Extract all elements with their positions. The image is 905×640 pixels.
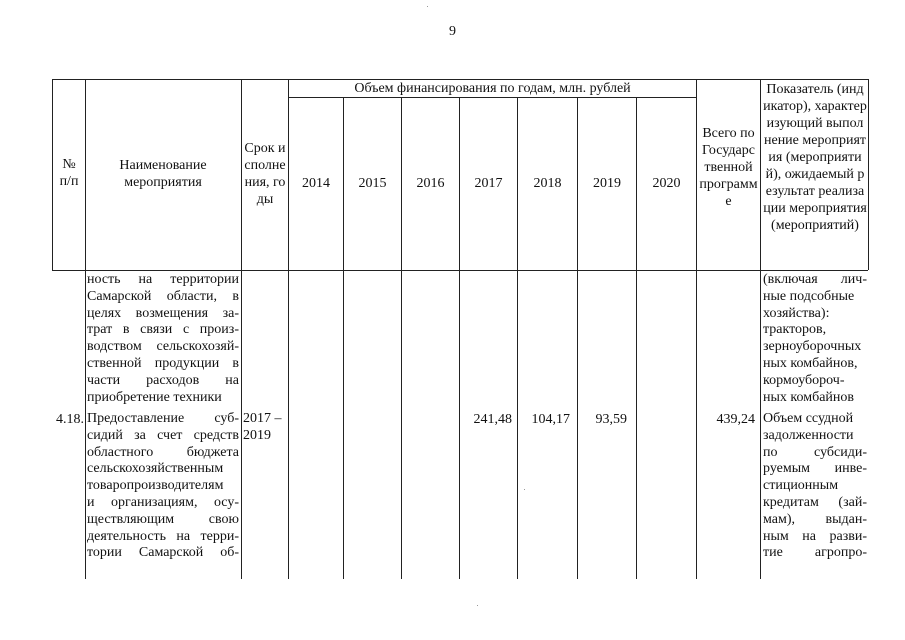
rule-header-bottom [52,270,868,271]
scan-speck [477,605,478,606]
scan-speck [524,489,525,490]
row-4-18-value-2017: 241,48 [473,412,512,427]
text-line: руемым инве- [763,461,867,477]
text-line: Предоставление суб- [87,411,239,426]
rule-total-indicator [760,79,761,579]
text-line: по субсиди- [763,444,867,460]
rule-no-name [85,79,86,579]
text-line: товаропроизводителям [87,478,224,494]
row-4-18-value-2018: 104,17 [531,412,570,427]
page-number: 9 [449,24,456,39]
text-line: мам), выдан- [763,511,867,527]
text-line: областного бюджета [87,444,239,460]
text-line: Объем ссудной [763,411,854,426]
header-year-2015: 2015 [358,176,387,191]
header-year-2020: 2020 [652,176,681,191]
header-year-2016: 2016 [416,176,445,191]
text-line: ственной продукции в [87,355,239,371]
header-financing-title: Объем финансирования по годам, млн. рублей [354,81,631,96]
text-line: ность на территории [87,272,239,287]
text-line: целях возмещения за- [87,305,239,321]
rule-left [52,79,53,270]
header-year-2017: 2017 [474,176,503,191]
text-line: Самарской области, в [87,288,239,304]
rule-financing-title [288,97,696,98]
text-line: части расходов на [87,372,239,388]
header-col-indicator: Показатель (индикатор), характеризующий выполнение мероприятия (мероприятий), ожидаемый результат реализации мероприятия (мероприятий) [763,82,867,233]
row-4-18-number: 4.18. [56,412,84,427]
row-4-18-indicator [763,411,867,562]
text-line: ных комбайнов, [763,355,858,371]
rule-2019-2020 [636,97,637,579]
rule-2016-2017 [459,97,460,579]
text-line: (включая лич- [763,272,867,287]
text-line: тории Самарской об- [87,545,239,561]
text-line: ществляющим свою [87,511,239,527]
text-line: ным на разви- [763,528,867,544]
text-line: и организациям, осу- [87,494,239,510]
header-col-total: Всего по Государственной программе [699,126,758,209]
text-line: сельскохозяйственным [87,461,224,477]
text-line: ных комбайнов [763,389,855,405]
rule-term-2014 [288,79,289,579]
rule-2018-2019 [577,97,578,579]
text-line: задолженности [763,427,854,443]
text-line: трат в связи с произ- [87,322,239,338]
row-4-18-value-2019: 93,59 [595,412,627,427]
header-year-2018: 2018 [533,176,562,191]
row-4-18-name [87,411,239,562]
rule-2020-total [696,79,697,579]
rule-2014-2015 [343,97,344,579]
rule-2015-2016 [401,97,402,579]
text-line: деятельность на терри- [87,528,239,544]
row-4-18-term [243,411,287,445]
text-line: стиционным [763,478,839,494]
text-line: кредитам (зай- [763,494,867,510]
text-line: ные подсобные [763,288,855,304]
text-line: водством сельскохозяй- [87,339,239,355]
header-year-2019: 2019 [593,176,621,191]
header-year-2014: 2014 [302,176,330,191]
header-col-no: № п/п [59,157,79,189]
text-line: тие агропро- [763,545,867,561]
rule-2017-2018 [517,97,518,579]
text-line: хозяйства): [763,305,830,321]
rule-right [868,79,869,270]
text-line: 2017 – [243,411,282,426]
header-col-term: Срок исполнения, годы [244,141,286,207]
text-line: сидий за счет средств [87,427,239,443]
scan-speck [427,6,428,7]
continued-name [87,272,239,406]
header-col-name: Наименование мероприятия [119,158,207,190]
continued-indicator [763,272,867,406]
text-line: приобретение техники [87,389,222,405]
text-line: 2019 [243,427,271,443]
row-4-18-total: 439,24 [716,412,755,427]
text-line: зерноуборочных [763,339,862,355]
text-line: тракторов, [763,322,827,338]
text-line: кормоубороч- [763,372,845,388]
rule-name-term [241,79,242,579]
